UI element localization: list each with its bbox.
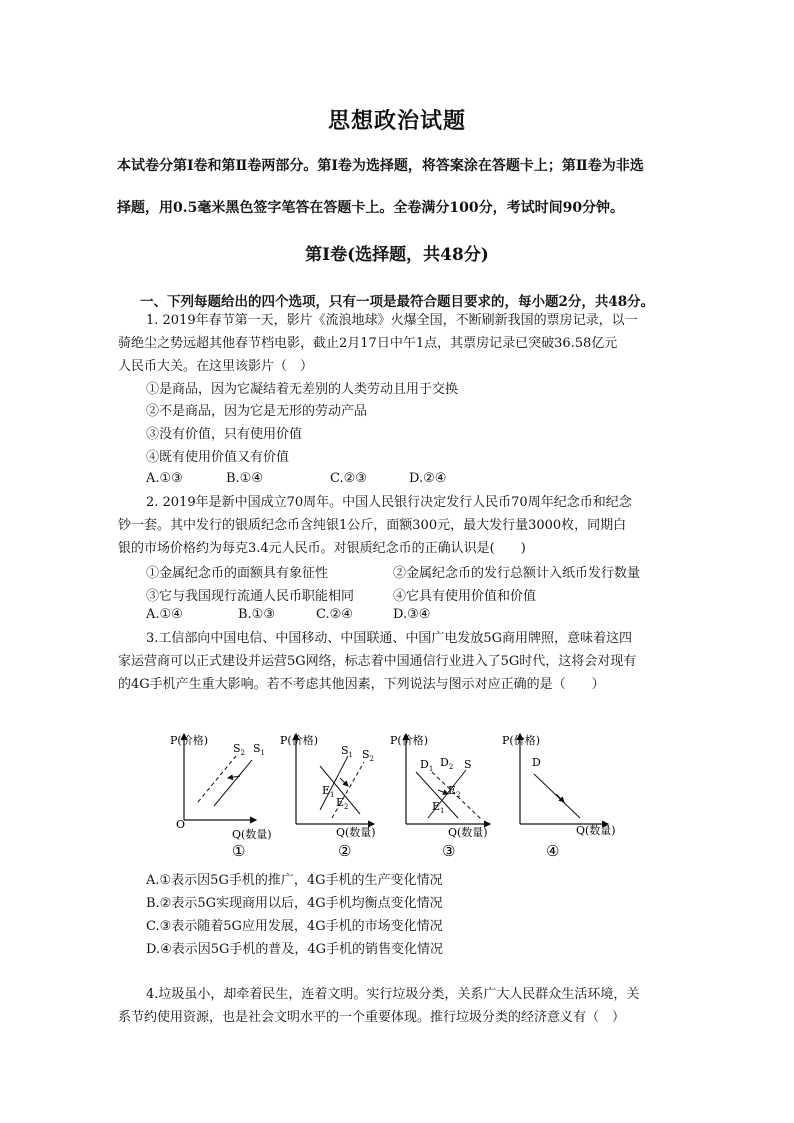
q2-option-d[interactable]: D.③④ <box>393 607 431 622</box>
q2-statement-2: ②金属纪念币的发行总额计入纸币发行数量 <box>393 566 641 581</box>
q1-option-d[interactable]: D.②④ <box>409 471 447 486</box>
graph-4-q-label: Q(数量) <box>576 824 616 837</box>
graph-3-d2-label: $D_2$ <box>440 756 454 771</box>
graph-3-shift-arrow <box>438 790 448 794</box>
intro-line-1: 本试卷分第Ⅰ卷和第Ⅱ卷两部分。第Ⅰ卷为选择题，将答案涂在答题卡上；第Ⅱ卷为非选 <box>117 158 644 174</box>
q2-statement-3: ③它与我国现行流通人民币职能相同 <box>146 589 355 604</box>
q1-line-2: 骑绝尘之势远超其他春节档电影，截止2月17日中午1点，其票房记录已突破36.58亿元 <box>118 336 618 351</box>
graph-4-p-label: P(价格) <box>502 734 540 747</box>
graph-3-s-label: S <box>464 758 472 771</box>
q1-option-b[interactable]: B.①④ <box>226 471 263 486</box>
q1-statement-3: ③没有价值，只有使用价值 <box>146 427 303 442</box>
graph-3-q-label: Q(数量) <box>448 826 488 839</box>
q1-option-a[interactable]: A.①③ <box>146 471 183 486</box>
graph-2-shift-arrow <box>340 778 348 786</box>
q3-line-2: 家运营商可以正式建设并运营5G网络，标志着中国通信行业进入了5G时代，这将会对现有 <box>118 654 637 669</box>
q2-statement-1: ①金属纪念币的面额具有象征性 <box>146 566 329 581</box>
graphs-figure <box>136 722 636 862</box>
intro-line-2: 择题，用0.5毫米黑色签字笔答在答题卡上。全卷满分100分，考试时间90分钟。 <box>117 200 625 216</box>
q1-line-1: 1. 2019年春节第一天，影片《流浪地球》火爆全国，不断刷新我国的票房记录，以一 <box>146 313 638 328</box>
graph-1-number: ① <box>232 842 246 860</box>
q4-line-1: 4.垃圾虽小，却牵着民生，连着文明。实行垃圾分类，关系广大人民群众生活环境，关 <box>146 987 640 1002</box>
part-1-title: 第Ⅰ卷(选择题，共48分) <box>305 245 489 265</box>
graph-1-s2-label: $S_2$ <box>233 742 246 757</box>
graph-3 <box>390 733 490 860</box>
graph-2-e1-label: $E_1$ <box>322 784 335 799</box>
graph-2-e2-label: $E_2$ <box>336 796 349 811</box>
graph-2-s1-label: $S_1$ <box>341 744 354 759</box>
graph-3-e2-label: $E_2$ <box>448 784 461 799</box>
graph-3-number: ③ <box>442 842 456 860</box>
q2-line-1: 2. 2019年是新中国成立70周年。中国人民银行决定发行人民币70周年纪念币和纪念 <box>146 495 632 510</box>
q3-option-b[interactable]: B.②表示5G实现商用以后，4G手机均衡点变化情况 <box>146 896 443 911</box>
q3-option-c[interactable]: C.③表示随着5G应用发展，4G手机的市场变化情况 <box>146 919 443 934</box>
graph-4-shift-arrow <box>556 794 564 802</box>
graph-3-d1-label: $D_1$ <box>420 758 434 773</box>
q1-statement-4: ④既有使用价值又有价值 <box>146 450 290 465</box>
graph-4-number: ④ <box>546 842 560 860</box>
q4-line-2: 系节约使用资源，也是社会文明水平的一个重要体现。推行垃圾分类的经济意义有（ ） <box>118 1010 626 1025</box>
q2-option-a[interactable]: A.①④ <box>146 607 183 622</box>
graph-1-s1-label: $S_1$ <box>253 742 266 757</box>
q1-statement-1: ①是商品，因为它凝结着无差别的人类劳动且用于交换 <box>146 382 459 397</box>
q2-option-c[interactable]: C.②④ <box>316 607 353 622</box>
graph-3-e1-label: $E_1$ <box>432 800 445 815</box>
graph-1-curve-s2 <box>198 756 236 802</box>
graph-1-origin: O <box>176 818 186 831</box>
graph-3-p-label: P(价格) <box>390 734 428 747</box>
graph-4 <box>502 733 616 860</box>
graph-2-s2-label: $S_2$ <box>362 748 375 763</box>
graph-4-demand <box>534 774 580 818</box>
supply-demand-graphs <box>136 722 636 862</box>
graph-1-curve-s1 <box>214 760 252 806</box>
q3-option-a[interactable]: A.①表示因5G手机的推广，4G手机的生产变化情况 <box>146 873 443 888</box>
graph-2-q-label: Q(数量) <box>336 826 376 839</box>
page-title: 思想政治试题 <box>327 108 466 134</box>
q2-line-3: 银的市场价格约为每克3.4元人民币。对银质纪念币的正确认识是( ) <box>118 541 526 556</box>
q2-line-2: 钞一套。其中发行的银质纪念币含纯银1公斤，面额300元，最大发行量3000枚，同期白 <box>118 518 627 533</box>
graph-1-q-label: Q(数量) <box>232 828 272 841</box>
q3-line-3: 的4G手机产生重大影响。若不考虑其他因素，下列说法与图示对应正确的是（ ） <box>118 677 605 692</box>
graph-2-p-label: P(价格) <box>280 734 318 747</box>
q2-statement-4: ④它具有使用价值和价值 <box>393 589 537 604</box>
graph-1-p-label: P(价格) <box>170 734 208 747</box>
q2-option-b[interactable]: B.①③ <box>238 607 275 622</box>
graph-2 <box>280 733 376 860</box>
q1-line-3: 人民币大关。在这里该影片（ ） <box>118 359 314 374</box>
graph-1 <box>170 733 272 860</box>
q1-statement-2: ②不是商品，因为它是无形的劳动产品 <box>146 404 368 419</box>
graph-4-d-label: D <box>532 756 541 769</box>
q1-option-c[interactable]: C.②③ <box>330 471 367 486</box>
graph-2-number: ② <box>338 842 352 860</box>
section-1-heading: 一、下列每题给出的四个选项，只有一项是最符合题目要求的，每小题2分，共48分。 <box>140 294 655 310</box>
q3-option-d[interactable]: D.④表示因5G手机的普及，4G手机的销售变化情况 <box>146 942 444 957</box>
q3-line-1: 3.工信部向中国电信、中国移动、中国联通、中国广电发放5G商用牌照，意味着这四 <box>146 631 633 646</box>
